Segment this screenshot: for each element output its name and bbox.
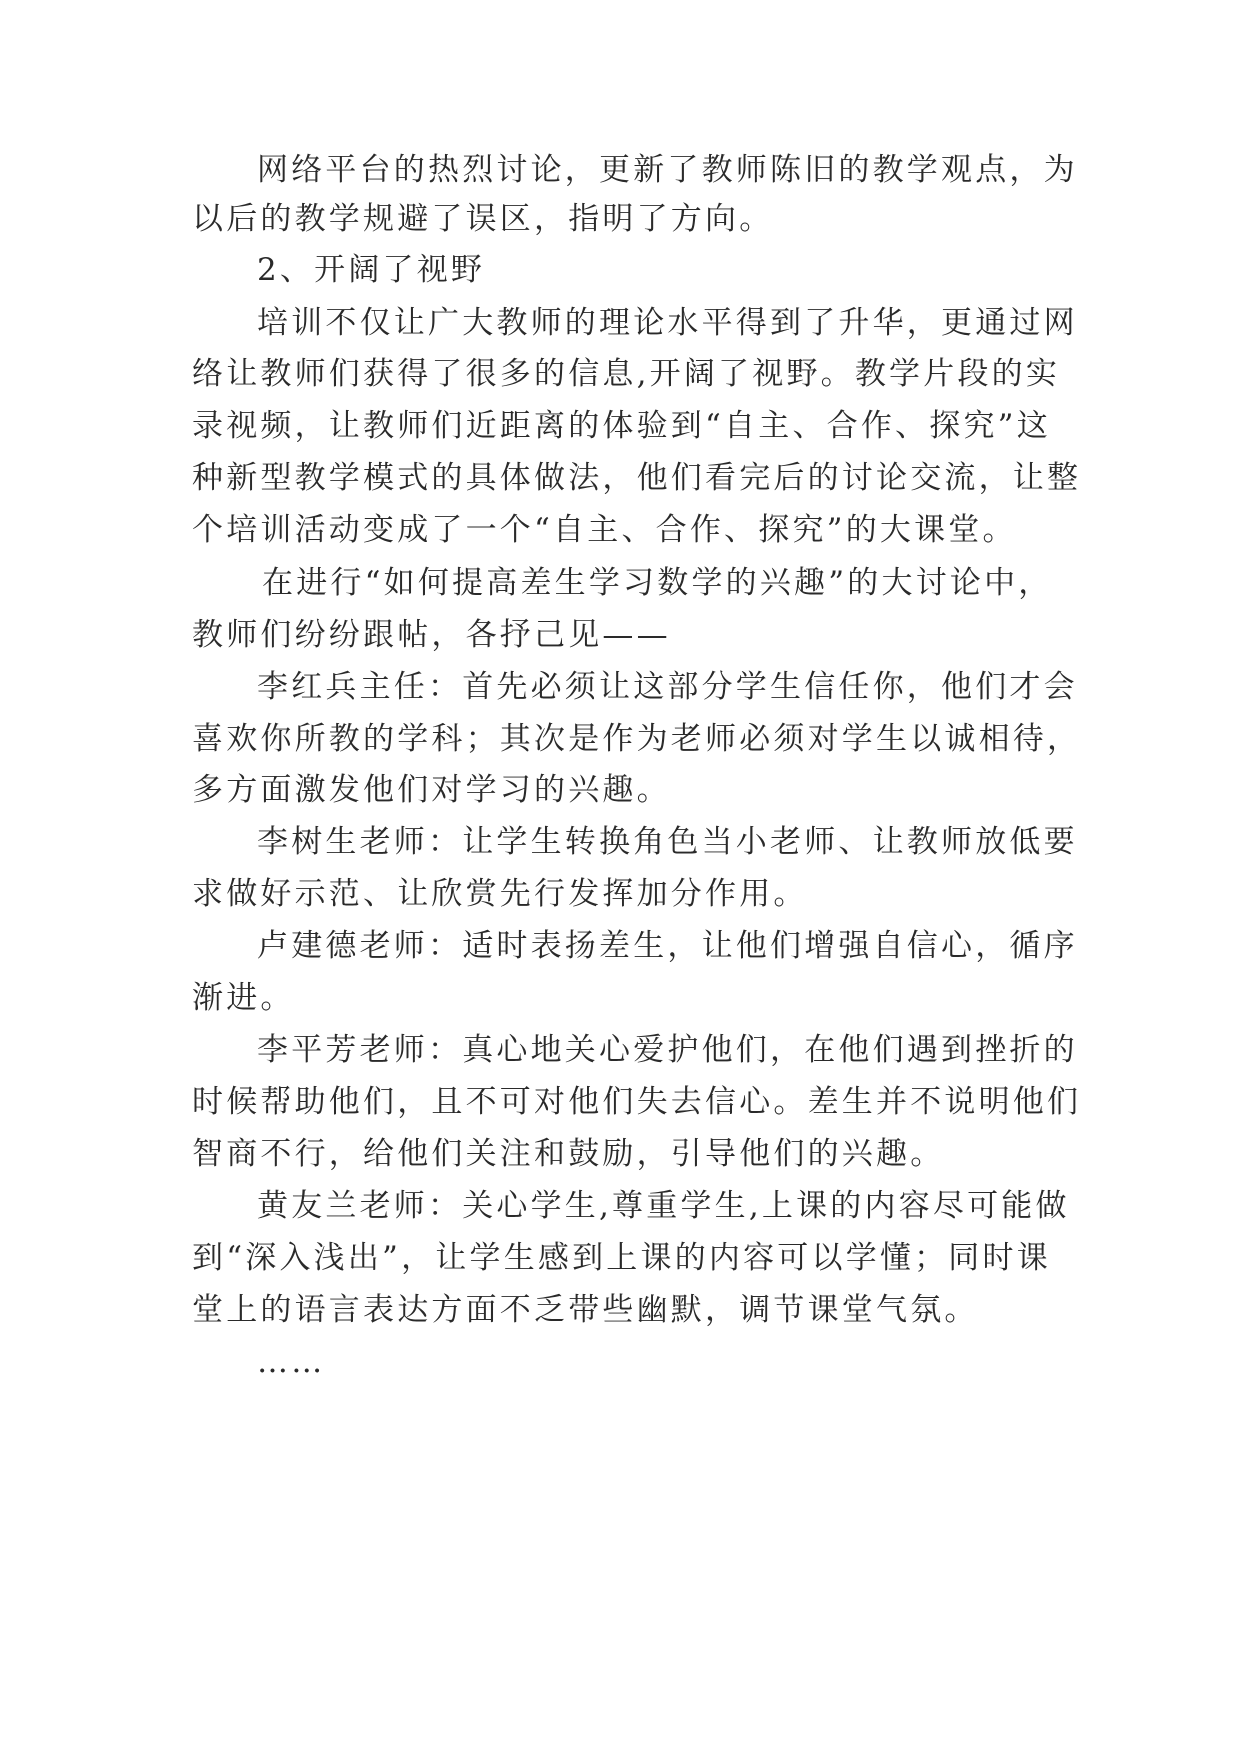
text-line: 李平芳老师：真心地关心爱护他们，在他们遇到挫折的 [257, 1032, 1078, 1068]
text-line: 2、开阔了视野 [257, 252, 486, 288]
text-line: 个培训活动变成了一个“自主、合作、探究”的大课堂。 [192, 512, 1017, 548]
text-line: 智商不行，给他们关注和鼓励，引导他们的兴趣。 [192, 1136, 945, 1172]
text-line: 堂上的语言表达方面不乏带些幽默，调节课堂气氛。 [192, 1292, 979, 1328]
text-line: …… [257, 1344, 326, 1380]
text-line: 卢建德老师：适时表扬差生，让他们增强自信心，循序 [257, 928, 1078, 964]
text-line: 到“深入浅出”，让学生感到上课的内容可以学懂；同时课 [192, 1240, 1051, 1276]
text-line: 渐进。 [192, 980, 295, 1016]
text-line: 培训不仅让广大教师的理论水平得到了升华，更通过网 [257, 305, 1078, 341]
text-line: 多方面激发他们对学习的兴趣。 [192, 772, 671, 808]
text-line: 网络平台的热烈讨论，更新了教师陈旧的教学观点，为 [257, 152, 1078, 188]
text-line: 教师们纷纷跟帖，各抒己见—— [192, 617, 671, 653]
text-line: 在进行“如何提高差生学习数学的兴趣”的大讨论中， [262, 565, 1053, 601]
text-line: 录视频，让教师们近距离的体验到“自主、合作、探究”这 [192, 408, 1051, 444]
text-line: 李红兵主任：首先必须让这部分学生信任你，他们才会 [257, 669, 1078, 705]
text-line: 求做好示范、让欣赏先行发挥加分作用。 [192, 876, 808, 912]
text-line: 李树生老师：让学生转换角色当小老师、让教师放低要 [257, 824, 1078, 860]
text-line: 黄友兰老师：关心学生,尊重学生,上课的内容尽可能做 [257, 1188, 1070, 1224]
text-line: 种新型教学模式的具体做法，他们看完后的讨论交流，让整 [192, 460, 1082, 496]
text-line: 络让教师们获得了很多的信息,开阔了视野。教学片段的实 [192, 356, 1061, 392]
text-line: 喜欢你所教的学科；其次是作为老师必须对学生以诚相待， [192, 721, 1082, 757]
text-line: 以后的教学规避了误区，指明了方向。 [192, 201, 774, 237]
text-line: 时候帮助他们，且不可对他们失去信心。差生并不说明他们 [192, 1084, 1082, 1120]
